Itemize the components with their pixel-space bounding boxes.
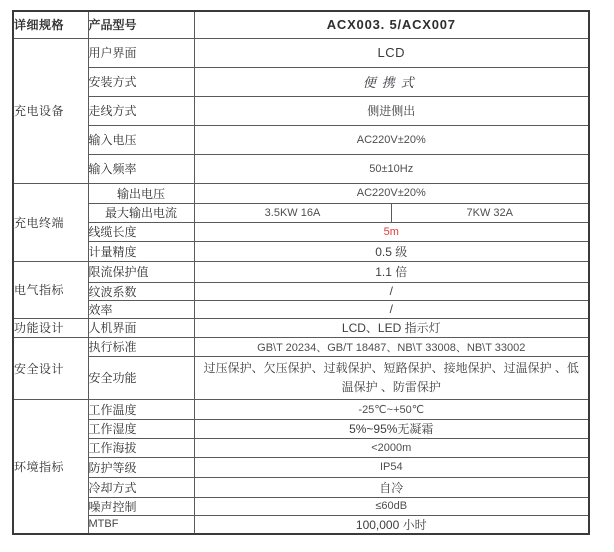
table-row-standards <box>13 337 589 356</box>
category-cell-charging-terminal: 充电终端 <box>13 183 88 261</box>
spec-name-noise: 噪声控制 <box>88 497 194 515</box>
spec-name-operating-temp: 工作温度 <box>88 399 194 419</box>
spec-name-metering-accuracy: 计量精度 <box>88 241 194 261</box>
spec-name-max-output-current: 最大输出电流 <box>88 203 194 222</box>
spec-name-cabling: 走线方式 <box>88 96 194 125</box>
table-row-hmi <box>13 318 589 337</box>
table-row-metering-accuracy <box>13 241 589 261</box>
spec-value-noise: ≤60dB <box>194 497 589 515</box>
table-row-altitude <box>13 438 589 457</box>
spec-name-input-voltage: 输入电压 <box>88 125 194 154</box>
table-row-max-output-current <box>13 203 589 222</box>
spec-value-humidity: 5%~95%无凝霜 <box>194 419 589 438</box>
spec-value-output-voltage: AC220V±20% <box>194 183 589 203</box>
table-row-cooling <box>13 477 589 497</box>
table-row-ip-rating <box>13 457 589 477</box>
spec-name-efficiency: 效率 <box>88 300 194 318</box>
spec-value-altitude: <2000m <box>194 438 589 457</box>
spec-name-standards: 执行标准 <box>88 337 194 356</box>
spec-name-cooling: 冷却方式 <box>88 477 194 497</box>
spec-name-ripple: 纹波系数 <box>88 282 194 300</box>
spec-value-metering-accuracy: 0.5 级 <box>194 241 589 261</box>
spec-value-installation: 便携式 <box>194 67 589 96</box>
spec-value-safety-functions: 过压保护、欠压保护、过载保护、短路保护、接地保护、过温保护 、低温保护 、防雷保护 <box>194 356 589 399</box>
table-row-installation <box>13 67 589 96</box>
spec-value-max-current-7kw: 7KW 32A <box>391 203 589 222</box>
spec-value-max-current-3-5kw: 3.5KW 16A <box>194 203 391 222</box>
spec-value-cooling: 自冷 <box>194 477 589 497</box>
table-row-product-model <box>13 11 589 38</box>
spec-name-product-model: 产品型号 <box>88 11 194 38</box>
spec-value-mtbf: 100,000 小时 <box>194 515 589 534</box>
category-cell-charging-device: 充电设备 <box>13 38 88 183</box>
table-row-mtbf <box>13 515 589 534</box>
spec-value-current-limit: 1.1 倍 <box>194 261 589 282</box>
spec-name-current-limit: 限流保护值 <box>88 261 194 282</box>
spec-table <box>12 10 590 535</box>
spec-name-mtbf: MTBF <box>88 515 194 534</box>
table-row-efficiency <box>13 300 589 318</box>
category-cell-function-design: 功能设计 <box>13 318 88 337</box>
spec-value-cabling: 侧进侧出 <box>194 96 589 125</box>
spec-name-installation: 安装方式 <box>88 67 194 96</box>
spec-value-product-model: ACX003. 5/ACX007 <box>194 11 589 38</box>
spec-name-altitude: 工作海拔 <box>88 438 194 457</box>
spec-value-cable-length: 5m <box>194 222 589 241</box>
spec-value-input-voltage: AC220V±20% <box>194 125 589 154</box>
category-cell-safety-design: 安全设计 <box>13 337 88 399</box>
spec-name-ip-rating: 防护等级 <box>88 457 194 477</box>
spec-name-hmi: 人机界面 <box>88 318 194 337</box>
spec-value-ripple: / <box>194 282 589 300</box>
table-row-current-limit <box>13 261 589 282</box>
spec-name-input-frequency: 输入频率 <box>88 154 194 183</box>
spec-name-output-voltage: 输出电压 <box>88 183 194 203</box>
table-row-ripple <box>13 282 589 300</box>
spec-name-user-interface: 用户界面 <box>88 38 194 67</box>
spec-value-efficiency: / <box>194 300 589 318</box>
spec-value-user-interface: LCD <box>194 38 589 67</box>
table-row-cable-length <box>13 222 589 241</box>
spec-name-cable-length: 线缆长度 <box>88 222 194 241</box>
table-row-user-interface <box>13 38 589 67</box>
table-row-humidity <box>13 419 589 438</box>
table-row-safety-functions <box>13 356 589 399</box>
category-cell-electrical: 电气指标 <box>13 261 88 318</box>
category-cell-detailed-specs: 详细规格 <box>13 11 88 38</box>
spec-name-safety-functions: 安全功能 <box>88 356 194 399</box>
table-row-operating-temp <box>13 399 589 419</box>
table-row-output-voltage <box>13 183 589 203</box>
spec-value-input-frequency: 50±10Hz <box>194 154 589 183</box>
spec-value-standards: GB\T 20234、GB/T 18487、NB\T 33008、NB\T 33002 <box>194 337 589 356</box>
category-cell-environment: 环境指标 <box>13 399 88 534</box>
table-row-cabling <box>13 96 589 125</box>
table-row-input-frequency <box>13 154 589 183</box>
table-row-noise <box>13 497 589 515</box>
spec-value-ip-rating: IP54 <box>194 457 589 477</box>
spec-value-operating-temp: -25℃~+50℃ <box>194 399 589 419</box>
spec-name-humidity: 工作湿度 <box>88 419 194 438</box>
table-row-input-voltage <box>13 125 589 154</box>
spec-value-hmi: LCD、LED 指示灯 <box>194 318 589 337</box>
